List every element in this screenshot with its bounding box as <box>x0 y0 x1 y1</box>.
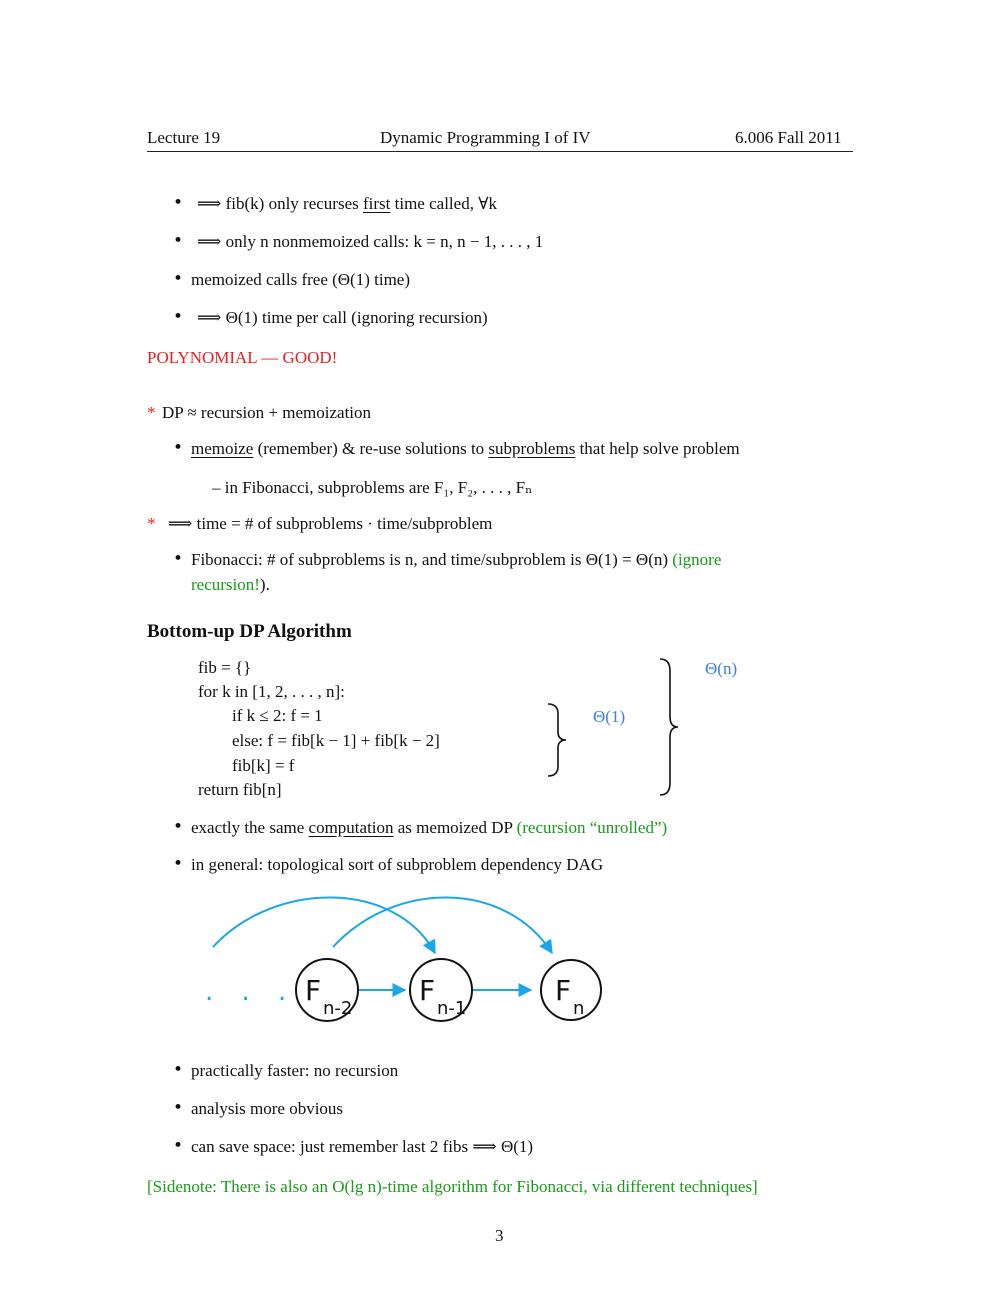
header-title: Dynamic Programming I of IV <box>380 128 591 147</box>
node-fn-2-main: F <box>305 974 322 1007</box>
bullet-dot: • <box>173 269 184 289</box>
inner-brace <box>540 700 570 780</box>
bullet-dot: • <box>173 231 184 251</box>
code-line-1: fib = {} <box>198 658 252 677</box>
page-number: 3 <box>495 1226 504 1245</box>
header-rule <box>147 151 853 152</box>
bullet-nonmemoized: ⟹ only n nonmemoized calls: k = n, n − 1, . . . , 1 <box>197 232 544 251</box>
bullet-fibonacci-count-cont: recursion!). <box>191 575 270 594</box>
code-line-4: else: f = fib[k − 1] + fib[k − 2] <box>232 731 440 750</box>
star-marker: * <box>147 514 156 533</box>
code-line-5: fib[k] = f <box>232 756 295 775</box>
bullet-dot: • <box>173 1060 184 1080</box>
bullet-topological: in general: topological sort of subproblem dependency DAG <box>191 855 604 874</box>
outer-brace <box>652 655 682 800</box>
bullet-dot: • <box>173 193 184 213</box>
bullet-memoized-free: memoized calls free (Θ(1) time) <box>191 270 411 289</box>
header-course: 6.006 Fall 2011 <box>735 128 842 147</box>
bullet-dot: • <box>173 549 184 569</box>
bullet-memoize: memoize (remember) & re-use solutions to subproblems that help solve problem <box>191 439 740 458</box>
fib-subproblems: – in Fibonacci, subproblems are F₁, F₂, . . . , Fₙ <box>212 478 533 497</box>
code-line-2: for k in [1, 2, . . . , n]: <box>198 682 345 701</box>
bullet-dot: • <box>173 1136 184 1156</box>
bullet-fib-recurses: ⟹ fib(k) only recurses first time called, ∀k <box>197 194 497 213</box>
dag-diagram <box>195 890 625 1040</box>
node-fn-sub: n <box>573 998 585 1019</box>
node-fn-2-sub: n-2 <box>323 998 353 1019</box>
node-fn-1-sub: n-1 <box>437 998 467 1019</box>
bullet-save-space: can save space: just remember last 2 fibs ⟹ Θ(1) <box>191 1137 534 1156</box>
dp-definition: DP ≈ recursion + memoization <box>162 403 372 422</box>
bullet-dot: • <box>173 854 184 874</box>
node-fn-1-main: F <box>419 974 436 1007</box>
bullet-analysis: analysis more obvious <box>191 1099 344 1118</box>
polynomial-good: POLYNOMIAL — GOOD! <box>147 348 338 367</box>
header-lecture: Lecture 19 <box>147 128 221 147</box>
ellipsis: . . . <box>205 977 297 1007</box>
sidenote: [Sidenote: There is also an O(lg n)-time algorithm for Fibonacci, via different techniques] <box>147 1177 758 1196</box>
bullet-dot: • <box>173 817 184 837</box>
bullet-fibonacci-count: Fibonacci: # of subproblems is n, and time/subproblem is Θ(1) = Θ(n) (ignore <box>191 550 722 569</box>
bullet-dot: • <box>173 438 184 458</box>
bullet-same-computation: exactly the same computation as memoized DP (recursion “unrolled”) <box>191 818 668 837</box>
theta-outer: Θ(n) <box>705 659 738 678</box>
theta-inner: Θ(1) <box>593 707 626 726</box>
code-line-6: return fib[n] <box>198 780 282 799</box>
bullet-faster: practically faster: no recursion <box>191 1061 399 1080</box>
curve-arrow-to-fn-1 <box>213 897 435 953</box>
node-fn-main: F <box>555 974 572 1007</box>
time-formula: ⟹ time = # of subproblems · time/subproblem <box>168 514 493 533</box>
star-marker: * <box>147 403 156 422</box>
section-title: Bottom-up DP Algorithm <box>147 621 352 642</box>
code-line-3: if k ≤ 2: f = 1 <box>232 706 323 725</box>
bullet-theta-per-call: ⟹ Θ(1) time per call (ignoring recursion) <box>197 308 488 327</box>
bullet-dot: • <box>173 1098 184 1118</box>
bullet-dot: • <box>173 307 184 327</box>
curve-arrow-to-fn <box>333 897 552 953</box>
